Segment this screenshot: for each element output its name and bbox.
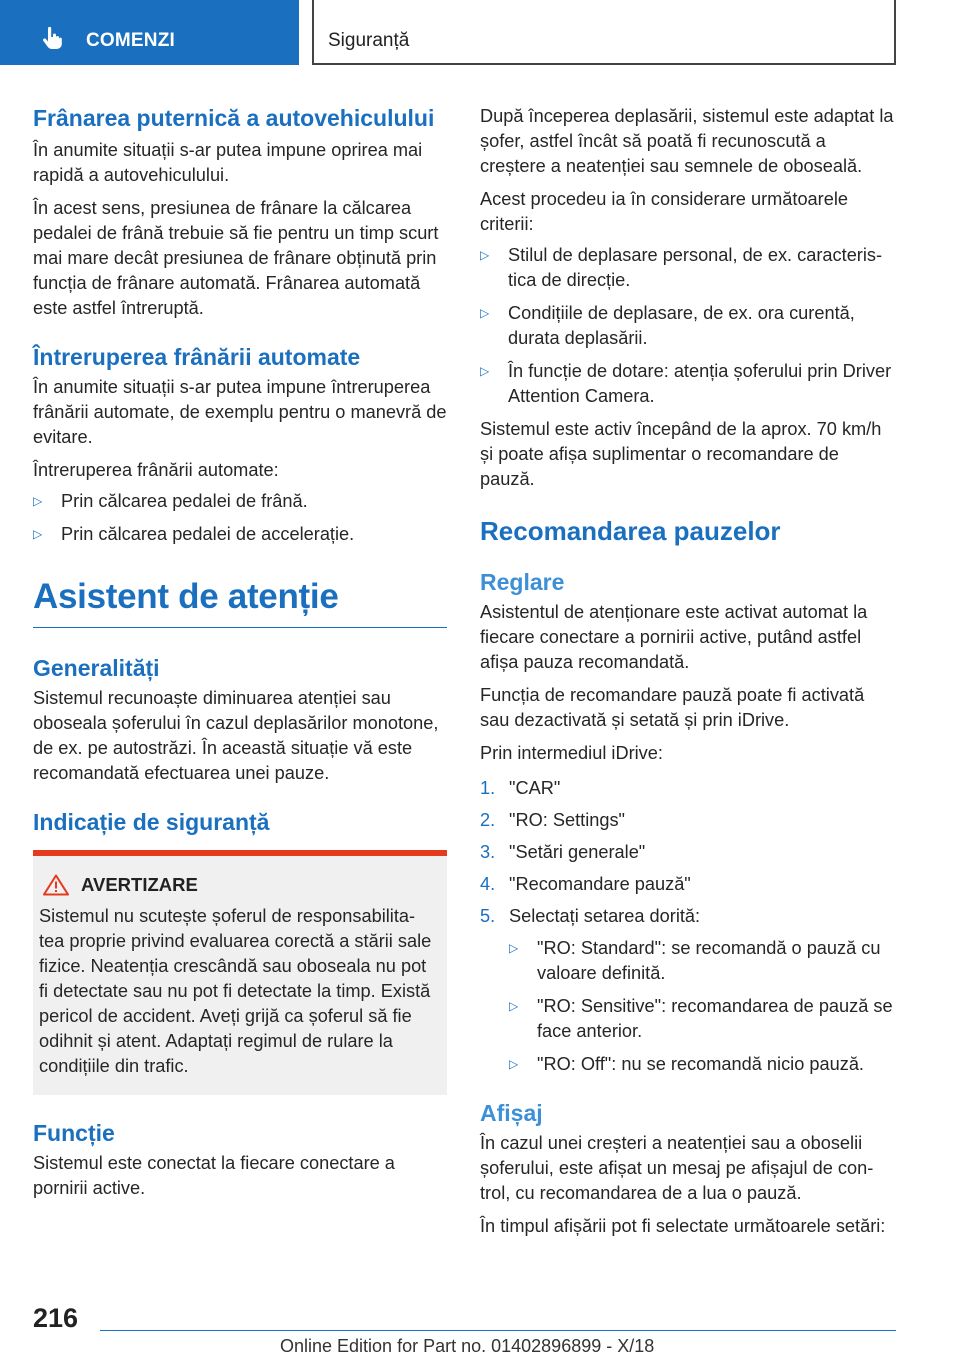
list-item (509, 994, 896, 1044)
list-item (33, 522, 447, 547)
step-number: 4. (480, 874, 496, 894)
step-text: Selectați setarea dorită: (509, 906, 701, 926)
list-item (509, 1052, 896, 1077)
warning-box (33, 850, 447, 1095)
paragraph: Sistemul recunoaște diminuarea atenției sau oboseala șoferului în cazul deplasărilor monotone, de ex. pe autostrăzi. În această situație vă este recomandată efectuarea unei pauze. (33, 688, 439, 783)
list-item (480, 243, 896, 293)
triangle-bullet-icon: ▷ (509, 999, 519, 1013)
paragraph: Prin intermediul iDrive: (480, 743, 663, 763)
list-item-text: Prin călcarea pedalei de accelerație. (61, 524, 355, 544)
step-item (480, 840, 896, 865)
step-number: 1. (480, 778, 496, 798)
heading-reglare: Reglare (480, 569, 565, 595)
heading-indicatie: Indicație de siguranță (33, 809, 270, 835)
list-item (480, 359, 896, 409)
triangle-bullet-icon: ▷ (480, 306, 490, 320)
footer-edition: Online Edition for Part no. 01402896899 - X/18 (280, 1336, 655, 1356)
triangle-bullet-icon: ▷ (509, 941, 519, 955)
step-item (480, 776, 896, 801)
paragraph: În anumite situații s-ar putea impune oprirea mai rapidă a autovehiculului. (33, 140, 423, 185)
step-text: "RO: Settings" (509, 810, 626, 830)
heading-recomandare: Recomandarea pauzelor (480, 516, 781, 546)
step-item (480, 872, 896, 897)
triangle-bullet-icon: ▷ (480, 248, 490, 262)
list-item-text: Stilul de deplasare personal, de ex. caracteristica de direcție. (508, 245, 883, 290)
triangle-bullet-icon: ▷ (509, 1057, 519, 1071)
divider (33, 627, 447, 628)
sub-list (480, 936, 896, 1077)
page-number: 216 (33, 1303, 79, 1333)
warning-triangle-icon (43, 874, 69, 896)
left-column (33, 104, 447, 1209)
step-item (480, 808, 896, 833)
heading-afisaj: Afișaj (480, 1100, 543, 1126)
warning-text: Sistemul nu scutește șoferul de responsabilitatea proprie privind evaluarea corectă a stării sale fizice. Neatenția crescândă sau oboseala nu pot fi detectate sau nu pot fi detectate la timp. Există pericol de accident. Aveți grijă ca șoferul să fie odihnit și atent. Adaptați regimul de rulare la condițiile din trafic. (39, 906, 432, 1076)
triangle-bullet-icon: ▷ (480, 364, 490, 378)
triangle-bullet-icon: ▷ (33, 494, 43, 508)
paragraph: În acest sens, presiunea de frânare la călcarea pedalei de frână trebuie să fie pentru un timp scurt mai mare decât presiunea de frânare obținută prin funcția de frânare automată. Frânarea automată este astfel întreruptă. (33, 198, 439, 318)
list-item-text: Condițiile de deplasare, de ex. ora curentă, durata deplasării. (508, 303, 855, 348)
step-text: "CAR" (509, 778, 561, 798)
section-header (312, 0, 896, 65)
list-item-text: "RO: Off": nu se recomandă nicio pauză. (537, 1054, 864, 1074)
warning-title (43, 874, 433, 896)
heading-intrerupere: Întreruperea frânării automate (33, 344, 361, 370)
heading-franare: Frânarea puternică a autovehiculului (33, 105, 435, 131)
warning-title-text: AVERTIZARE (81, 874, 198, 895)
paragraph: După începerea deplasării, sistemul este adaptat la șofer, astfel încât să poată fi recunoscută a creștere a neatenției sau semnele de oboseală. (480, 106, 894, 176)
step-number: 3. (480, 842, 496, 862)
chapter-tab-label: COMENZI (86, 30, 176, 51)
heading-generalitati: Generalități (33, 655, 160, 681)
list-item (509, 936, 896, 986)
list-item (480, 301, 896, 351)
list-item (33, 489, 447, 514)
paragraph: Sistemul este activ începând de la aprox. 70 km/h și poate afișa suplimentar o recomandare de pauză. (480, 419, 882, 489)
step-number: 2. (480, 810, 496, 830)
step-text: "Recomandare pauză" (509, 874, 691, 894)
list-item-text: În funcție de dotare: atenția șoferului prin Driver Attention Camera. (508, 361, 892, 406)
chapter-tab[interactable] (0, 0, 299, 65)
step-number: 5. (480, 906, 496, 926)
paragraph: Sistemul este conectat la fiecare conectare a pornirii active. (33, 1153, 395, 1198)
heading-asistent: Asistent de atenție (33, 577, 339, 616)
footer-divider (100, 1330, 896, 1331)
hand-pointer-icon (40, 26, 64, 50)
step-text: "Setări generale" (509, 842, 646, 862)
list-item-text: "RO: Sensitive": recomandarea de pauză se face anterior. (537, 996, 893, 1041)
paragraph: Funcția de recomandare pauză poate fi activată sau dezactivată și setată și prin iDrive. (480, 685, 865, 730)
right-column (480, 104, 896, 1247)
paragraph: Asistentul de atenționare este activat automat la fiecare conectare a pornirii active, putând astfel afișa pauza recomandată. (480, 602, 868, 672)
list-item-text: "RO: Standard": se recomandă o pauză cu valoare definită. (537, 938, 881, 983)
paragraph: Acest procedeu ia în considerare următoarele criterii: (480, 189, 848, 234)
paragraph: În anumite situații s-ar putea impune întreruperea frânării automate, de exemplu pentru o manevră de evitare. (33, 377, 447, 447)
triangle-bullet-icon: ▷ (33, 527, 43, 541)
list-item-text: Prin călcarea pedalei de frână. (61, 491, 308, 511)
paragraph: În timpul afișării pot fi selectate următoarele setări: (480, 1216, 886, 1236)
paragraph: Întreruperea frânării automate: (33, 460, 279, 480)
paragraph: În cazul unei creșteri a neatenției sau a oboselii șoferului, este afișat un mesaj pe afișajul de control, cu recomandarea de a lua o pauză. (480, 1133, 874, 1203)
heading-functie: Funcție (33, 1120, 115, 1146)
step-item (480, 904, 896, 929)
section-title: Siguranță (328, 30, 410, 51)
